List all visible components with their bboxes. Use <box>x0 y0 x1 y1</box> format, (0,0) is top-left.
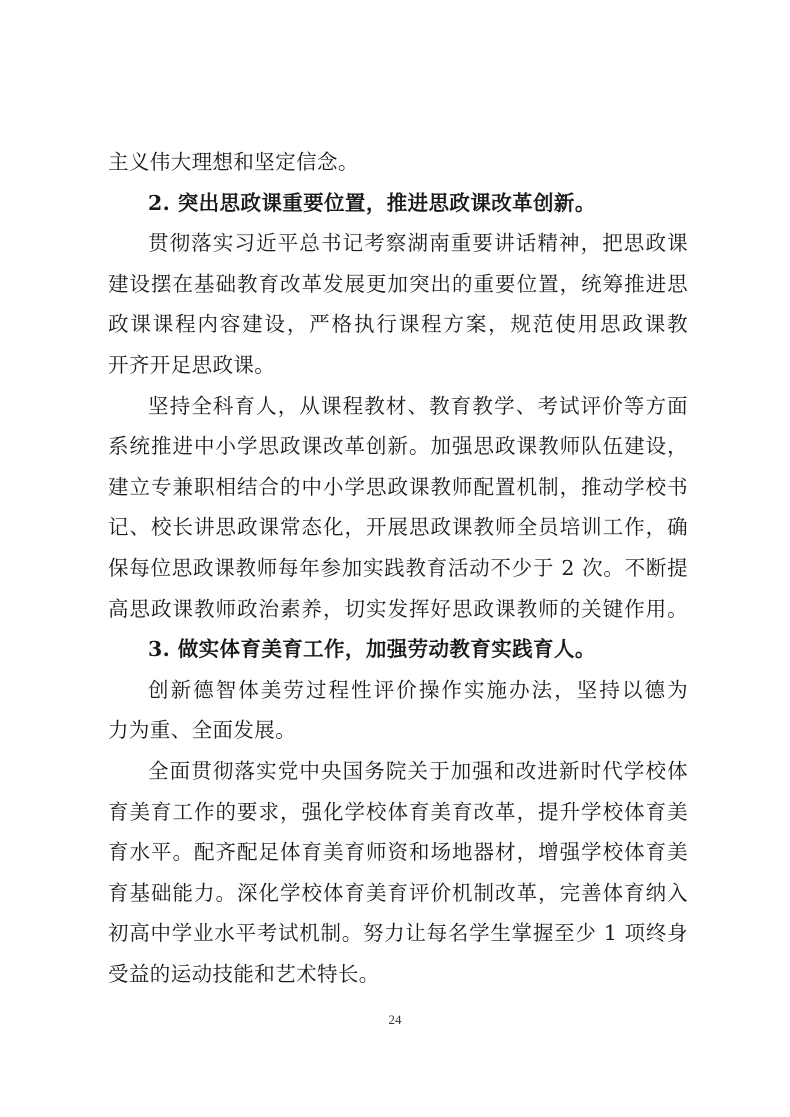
text-line: 记、校长讲思政课常态化，开展思政课教师全员培训工作，确 <box>108 515 688 540</box>
text-line: 育水平。配齐配足体育美育师资和场地器材，增强学校体育美 <box>108 840 688 865</box>
text-line: 开齐开足思政课。 <box>108 353 276 377</box>
text-line: 贯彻落实习近平总书记考察湖南重要讲话精神，把思政课 <box>148 231 688 256</box>
text-line: 主义伟大理想和坚定信念。 <box>108 150 359 174</box>
text-line: 建设摆在基础教育改革发展更加突出的重要位置，统筹推进思 <box>108 271 688 296</box>
text-line: 政课课程内容建设，严格执行课程方案，规范使用思政课教 <box>108 312 688 337</box>
text-line: 系统推进中小学思政课改革创新。加强思政课教师队伍建设， <box>108 434 688 459</box>
text-line: 育基础能力。深化学校体育美育评价机制改革，完善体育纳入 <box>108 880 688 905</box>
text-line: 保每位思政课教师每年参加实践教育活动不少于 2 次。不断提 <box>108 556 688 580</box>
text-line: 受益的运动技能和艺术特长。 <box>108 962 380 986</box>
text-line: 全面贯彻落实党中央国务院关于加强和改进新时代学校体 <box>148 759 688 783</box>
text-line: 初高中学业水平考试机制。努力让每名学生掌握至少 1 项终身 <box>108 921 688 946</box>
page-number: 24 <box>388 1012 402 1027</box>
text-line: 高思政课教师政治素养，切实发挥好思政课教师的关键作用。 <box>108 596 688 621</box>
text-line: 坚持全科育人，从课程教材、教育教学、考试评价等方面 <box>148 393 688 418</box>
section-heading-3: 3. 做实体育美育工作，加强劳动教育实践育人。 <box>148 637 596 662</box>
text-line: 建立专兼职相结合的中小学思政课教师配置机制，推动学校书 <box>108 474 688 499</box>
text-line: 创新德智体美劳过程性评价操作实施办法，坚持以德为 <box>148 677 688 702</box>
text-line: 育美育工作的要求，强化学校体育美育改革，提升学校体育美 <box>108 799 688 824</box>
section-heading-2: 2. 突出思政课重要位置，推进思政课改革创新。 <box>148 190 596 215</box>
text-line: 力为重、全面发展。 <box>108 718 297 743</box>
